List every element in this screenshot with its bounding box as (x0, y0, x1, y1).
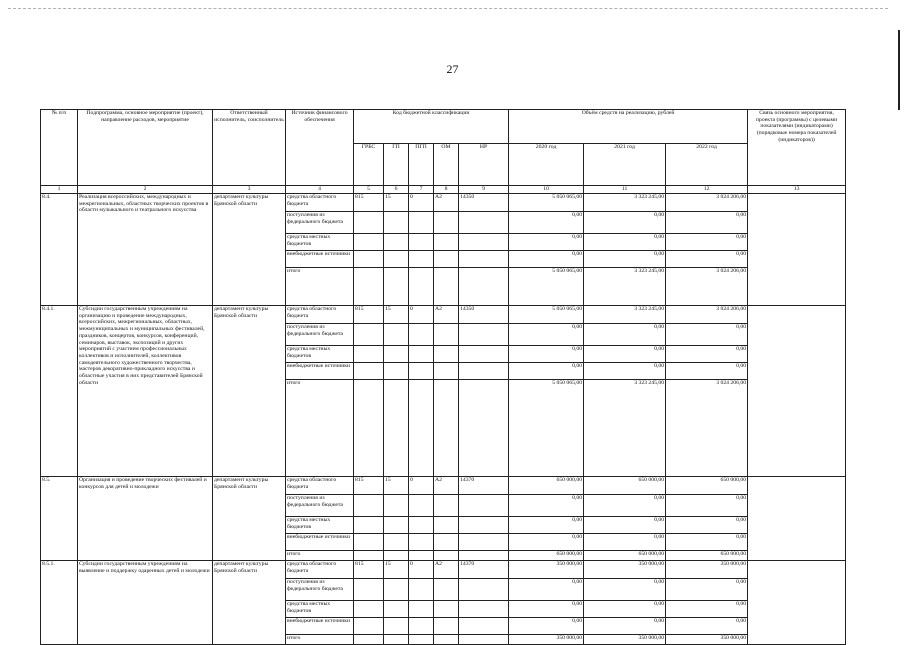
col-number: 9 (459, 186, 509, 194)
total-label: итого (286, 551, 354, 561)
code-pgp: 0 (409, 306, 434, 324)
code-pgp (409, 517, 434, 534)
code-grbs: 815 (354, 561, 384, 579)
code-grbs (354, 601, 384, 618)
code-om (434, 517, 459, 534)
code-pgp (409, 534, 434, 551)
code-grbs (354, 551, 384, 561)
total-2020: 350 000,00 (509, 635, 584, 645)
code-gp (384, 346, 409, 363)
amount-2021: 0,00 (584, 618, 666, 635)
code-gp (384, 495, 409, 517)
code-grbs: 815 (354, 194, 384, 212)
code-nr (459, 551, 509, 561)
code-grbs (354, 495, 384, 517)
header-grbs: ГРБС (354, 144, 384, 186)
code-nr (459, 234, 509, 251)
code-pgp (409, 551, 434, 561)
indicator-link (748, 194, 846, 306)
funding-source: внебюджетные источники (286, 534, 354, 551)
amount-2020: 0,00 (509, 251, 584, 268)
amount-2020: 350 000,00 (509, 561, 584, 579)
code-gp (384, 579, 409, 601)
code-nr: 14350 (459, 194, 509, 212)
amount-2021: 350 000,00 (584, 561, 666, 579)
item-name: Организация и проведение творческих фестивалей и конкурсов для детей и молодежи (78, 477, 213, 561)
code-om (434, 212, 459, 234)
code-nr (459, 601, 509, 618)
code-pgp (409, 380, 434, 477)
code-grbs (354, 324, 384, 346)
funding-source: средства областного бюджета (286, 477, 354, 495)
code-gp (384, 268, 409, 306)
code-grbs (354, 346, 384, 363)
total-2020: 650 000,00 (509, 551, 584, 561)
amount-2022: 0,00 (666, 251, 748, 268)
total-2022: 650 000,00 (666, 551, 748, 561)
code-grbs (354, 234, 384, 251)
header-year-2020: 2020 год (509, 144, 584, 186)
amount-2020: 5 050 065,00 (509, 194, 584, 212)
item-number: 8.4.1. (41, 306, 78, 477)
code-nr: 14370 (459, 561, 509, 579)
code-pgp (409, 212, 434, 234)
code-pgp (409, 495, 434, 517)
amount-2021: 0,00 (584, 324, 666, 346)
col-number: 12 (666, 186, 748, 194)
code-om (434, 551, 459, 561)
code-gp: 15 (384, 306, 409, 324)
funding-source: средства местных бюджетов (286, 517, 354, 534)
amount-2022: 3 024 206,00 (666, 194, 748, 212)
code-pgp (409, 268, 434, 306)
code-om: А2 (434, 194, 459, 212)
funding-source: внебюджетные источники (286, 251, 354, 268)
amount-2021: 3 323 245,00 (584, 306, 666, 324)
amount-2022: 0,00 (666, 601, 748, 618)
code-grbs (354, 268, 384, 306)
code-gp (384, 380, 409, 477)
total-2021: 3 323 245,00 (584, 380, 666, 477)
code-grbs (354, 251, 384, 268)
code-om: А2 (434, 306, 459, 324)
amount-2021: 0,00 (584, 251, 666, 268)
col-number: 1 (41, 186, 78, 194)
amount-2020: 0,00 (509, 324, 584, 346)
code-om (434, 324, 459, 346)
amount-2021: 0,00 (584, 495, 666, 517)
table-row (41, 306, 846, 324)
header-code: Код бюджетной классификации (354, 110, 509, 144)
code-om (434, 601, 459, 618)
code-gp: 15 (384, 561, 409, 579)
code-om: А2 (434, 477, 459, 495)
code-om (434, 380, 459, 477)
funding-source: поступления из федерального бюджета (286, 324, 354, 346)
total-2021: 350 000,00 (584, 635, 666, 645)
item-executor: департамент культуры Брянской области (213, 561, 286, 645)
code-om: А2 (434, 561, 459, 579)
code-om (434, 346, 459, 363)
scan-top-edge (8, 8, 888, 10)
amount-2020: 0,00 (509, 346, 584, 363)
code-grbs: 815 (354, 477, 384, 495)
amount-2022: 0,00 (666, 234, 748, 251)
amount-2020: 0,00 (509, 579, 584, 601)
amount-2022: 0,00 (666, 324, 748, 346)
col-number: 7 (409, 186, 434, 194)
header-executor: Ответственный исполнитель, соисполнитель (213, 110, 286, 186)
code-gp (384, 363, 409, 380)
code-grbs (354, 579, 384, 601)
code-gp (384, 517, 409, 534)
amount-2021: 0,00 (584, 517, 666, 534)
indicator-link (748, 561, 846, 645)
code-nr (459, 251, 509, 268)
funding-source: средства местных бюджетов (286, 234, 354, 251)
funding-source: средства областного бюджета (286, 306, 354, 324)
amount-2022: 0,00 (666, 517, 748, 534)
code-nr (459, 212, 509, 234)
amount-2021: 0,00 (584, 346, 666, 363)
code-pgp (409, 601, 434, 618)
code-gp: 15 (384, 477, 409, 495)
amount-2021: 0,00 (584, 212, 666, 234)
amount-2020: 0,00 (509, 534, 584, 551)
code-om (434, 579, 459, 601)
code-pgp (409, 346, 434, 363)
col-number: 13 (748, 186, 846, 194)
amount-2020: 0,00 (509, 234, 584, 251)
col-number: 10 (509, 186, 584, 194)
item-executor: департамент культуры Брянской области (213, 306, 286, 477)
funding-source: поступления из федерального бюджета (286, 495, 354, 517)
item-number: 8.5. (41, 477, 78, 561)
code-pgp (409, 618, 434, 635)
amount-2021: 0,00 (584, 363, 666, 380)
code-gp (384, 618, 409, 635)
col-number: 11 (584, 186, 666, 194)
code-grbs (354, 517, 384, 534)
amount-2022: 0,00 (666, 363, 748, 380)
code-gp (384, 234, 409, 251)
item-executor: департамент культуры Брянской области (213, 477, 286, 561)
total-2020: 5 050 065,00 (509, 268, 584, 306)
header-gp: ГП (384, 144, 409, 186)
total-2020: 5 050 065,00 (509, 380, 584, 477)
code-nr (459, 534, 509, 551)
code-nr (459, 618, 509, 635)
col-number: 3 (213, 186, 286, 194)
header-link: Связь основного мероприятия, проекта (программы) с целевыми показателями (индикаторами) (порядковые номера показателей (индикаторов)) (748, 110, 846, 186)
table-row (41, 561, 846, 579)
code-gp (384, 251, 409, 268)
header-nr: НР (459, 144, 509, 186)
indicator-link (748, 306, 846, 477)
table-row (41, 477, 846, 495)
amount-2021: 3 323 245,00 (584, 194, 666, 212)
code-grbs (354, 534, 384, 551)
column-number-row (41, 186, 846, 194)
indicator-link (748, 477, 846, 561)
code-pgp (409, 251, 434, 268)
item-name: Реализация всероссийских, международных и межрегиональных, областных творческих проектов в области музыкального и театрального искусства (78, 194, 213, 306)
code-gp (384, 551, 409, 561)
header-volume: Объём средств на реализацию, рублей (509, 110, 748, 144)
code-nr: 14350 (459, 306, 509, 324)
budget-table (40, 109, 846, 645)
amount-2020: 650 000,00 (509, 477, 584, 495)
total-2022: 3 024 206,00 (666, 268, 748, 306)
code-gp (384, 212, 409, 234)
amount-2022: 0,00 (666, 579, 748, 601)
funding-source: средства областного бюджета (286, 561, 354, 579)
col-number: 8 (434, 186, 459, 194)
code-nr (459, 268, 509, 306)
amount-2022: 0,00 (666, 346, 748, 363)
amount-2020: 0,00 (509, 212, 584, 234)
amount-2020: 0,00 (509, 495, 584, 517)
amount-2022: 0,00 (666, 534, 748, 551)
total-2021: 3 323 245,00 (584, 268, 666, 306)
code-nr: 14370 (459, 477, 509, 495)
code-grbs (354, 363, 384, 380)
code-nr (459, 579, 509, 601)
amount-2020: 0,00 (509, 601, 584, 618)
total-label: итого (286, 635, 354, 645)
code-grbs (354, 618, 384, 635)
header-pgp: ПГП (409, 144, 434, 186)
code-grbs (354, 212, 384, 234)
amount-2021: 0,00 (584, 579, 666, 601)
page-number: 27 (446, 62, 459, 76)
amount-2022: 3 024 206,00 (666, 306, 748, 324)
header-source: Источник финансового обеспечения (286, 110, 354, 186)
item-executor: департамент культуры Брянской области (213, 194, 286, 306)
code-om (434, 534, 459, 551)
funding-source: средства областного бюджета (286, 194, 354, 212)
total-2022: 3 024 206,00 (666, 380, 748, 477)
code-om (434, 495, 459, 517)
amount-2021: 0,00 (584, 234, 666, 251)
item-name: Субсидии государственным учреждениям на выявление и поддержку одаренных детей и молодежи (78, 561, 213, 645)
col-number: 5 (354, 186, 384, 194)
total-2021: 650 000,00 (584, 551, 666, 561)
total-label: итого (286, 268, 354, 306)
amount-2022: 650 000,00 (666, 477, 748, 495)
amount-2022: 350 000,00 (666, 561, 748, 579)
code-gp: 15 (384, 194, 409, 212)
code-gp (384, 601, 409, 618)
header-program: Подпрограмма, основное мероприятие (проект), направление расходов, мероприятие (78, 110, 213, 186)
amount-2022: 0,00 (666, 618, 748, 635)
header-year-2022: 2022 год (666, 144, 748, 186)
amount-2020: 5 050 065,00 (509, 306, 584, 324)
code-om (434, 618, 459, 635)
item-number: 8.5.1. (41, 561, 78, 645)
code-pgp (409, 324, 434, 346)
code-nr (459, 380, 509, 477)
amount-2021: 0,00 (584, 601, 666, 618)
header-om: ОМ (434, 144, 459, 186)
budget-table-body (41, 194, 846, 645)
funding-source: средства местных бюджетов (286, 601, 354, 618)
amount-2021: 0,00 (584, 534, 666, 551)
amount-2021: 650 000,00 (584, 477, 666, 495)
funding-source: внебюджетные источники (286, 618, 354, 635)
code-pgp (409, 579, 434, 601)
header-num: № п/п (41, 110, 78, 186)
funding-source: внебюджетные источники (286, 363, 354, 380)
code-pgp: 0 (409, 561, 434, 579)
code-gp (384, 324, 409, 346)
amount-2020: 0,00 (509, 517, 584, 534)
code-nr (459, 346, 509, 363)
item-name: Субсидии государственным учреждениям на организацию и проведение международных, всероссийских, межрегиональных, областных, межмуниципальных и муниципальных фестивалей, праздников, концертов, конкурсов, конференций, семинаров, выставок, экспозиций и других мероприятий с участием профессиональных коллективов и исполнителей, коллективов самодеятельного художественного творчества, мастеров декоративно-прикладного искусства и областные участия в них представителей Брянской области (78, 306, 213, 477)
funding-source: поступления из федерального бюджета (286, 212, 354, 234)
total-2022: 350 000,00 (666, 635, 748, 645)
funding-source: средства местных бюджетов (286, 346, 354, 363)
code-nr (459, 363, 509, 380)
code-om (434, 251, 459, 268)
code-om (434, 363, 459, 380)
amount-2020: 0,00 (509, 618, 584, 635)
code-nr (459, 324, 509, 346)
col-number: 6 (384, 186, 409, 194)
code-nr (459, 517, 509, 534)
amount-2022: 0,00 (666, 495, 748, 517)
col-number: 4 (286, 186, 354, 194)
table-row (41, 194, 846, 212)
code-pgp (409, 363, 434, 380)
header-year-2021: 2021 год (584, 144, 666, 186)
code-pgp (409, 234, 434, 251)
code-om (434, 234, 459, 251)
total-label: итого (286, 380, 354, 477)
code-grbs: 815 (354, 306, 384, 324)
amount-2020: 0,00 (509, 363, 584, 380)
item-number: 8.4. (41, 194, 78, 306)
amount-2022: 0,00 (666, 212, 748, 234)
code-gp (384, 534, 409, 551)
code-grbs (354, 380, 384, 477)
code-pgp: 0 (409, 477, 434, 495)
code-nr (459, 495, 509, 517)
funding-source: поступления из федерального бюджета (286, 579, 354, 601)
col-number: 2 (78, 186, 213, 194)
code-om (434, 268, 459, 306)
code-pgp: 0 (409, 194, 434, 212)
